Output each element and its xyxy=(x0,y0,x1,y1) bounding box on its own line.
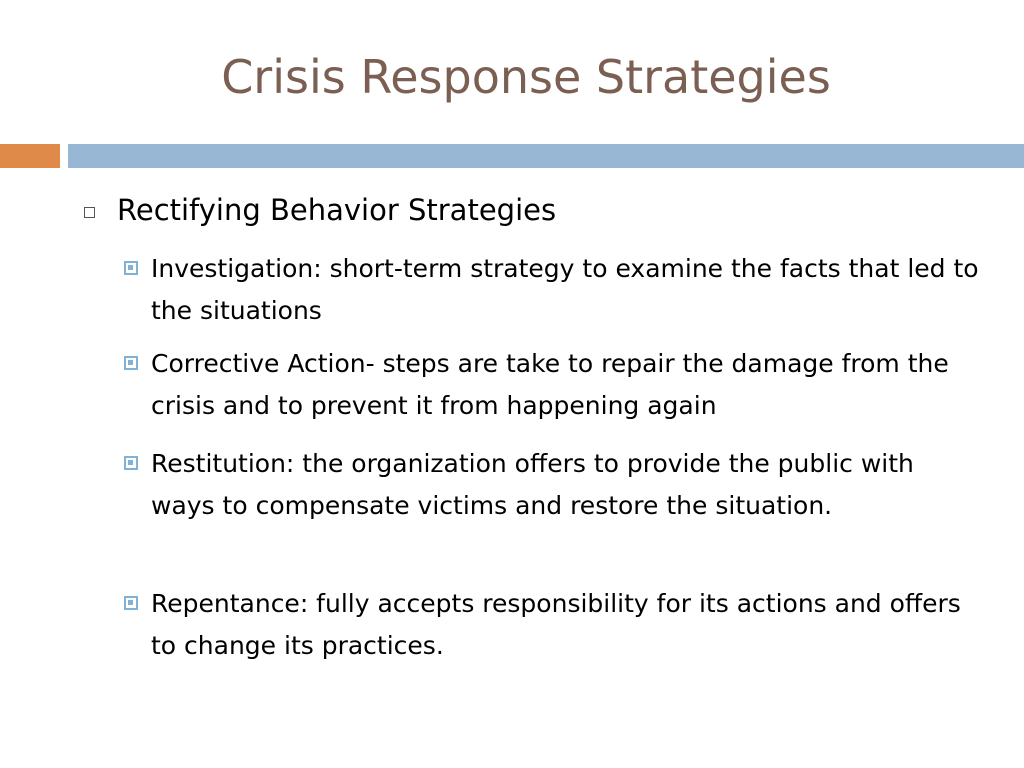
level2-bullet-repentance: Repentance: fully accepts responsibility for its actions and offers to change its practices. xyxy=(151,589,961,660)
filled-square-bullet-icon xyxy=(124,261,138,275)
level2-bullet-investigation: Investigation: short-term strategy to examine the facts that led to the situations xyxy=(151,254,979,325)
level2-bullet-corrective-action: Corrective Action- steps are take to repair the damage from the crisis and to prevent it from happening again xyxy=(151,349,949,420)
level1-bullet-text: Rectifying Behavior Strategies xyxy=(117,193,557,227)
slide-title: Crisis Response Strategies xyxy=(221,50,831,104)
filled-square-bullet-icon xyxy=(124,456,138,470)
hollow-square-bullet-icon xyxy=(84,207,95,218)
filled-square-bullet-icon xyxy=(124,356,138,370)
filled-square-bullet-icon xyxy=(124,596,138,610)
level2-bullet-restitution: Restitution: the organization offers to provide the public with ways to compensate victims and restore the situation. xyxy=(151,449,914,520)
